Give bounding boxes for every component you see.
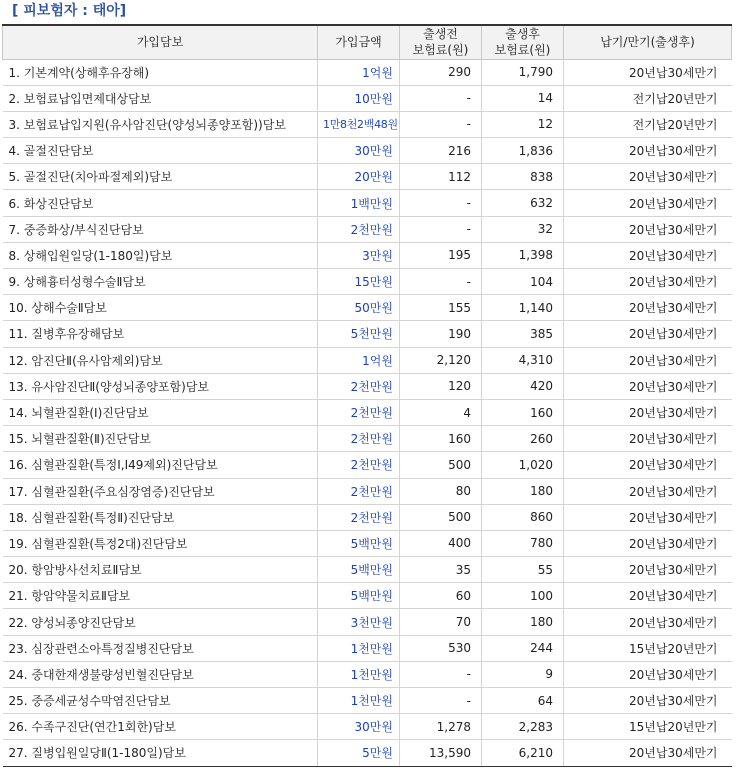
term-cell: 20년납30세만기: [564, 452, 732, 478]
table-row: [3, 269, 732, 295]
term-cell: 20년납30세만기: [564, 269, 732, 295]
coverage-name-cell: 26. 수족구진단(연간1회한)담보: [3, 714, 318, 740]
table-row: [3, 688, 732, 714]
term-cell: 15년납20년만기: [564, 635, 732, 661]
coverage-name-cell: 25. 중증세균성수막염진단담보: [3, 688, 318, 714]
table-row: [3, 452, 732, 478]
term-cell: 20년납30세만기: [564, 609, 732, 635]
term-cell: 20년납30세만기: [564, 504, 732, 530]
table-row: [3, 478, 732, 504]
premium-after-cell: 1,020: [482, 452, 564, 478]
table-row: [3, 557, 732, 583]
premium-before-cell: 35: [400, 557, 482, 583]
term-cell: 20년납30세만기: [564, 530, 732, 556]
premium-after-cell: 160: [482, 399, 564, 425]
header-premium-before-birth: [400, 25, 482, 59]
coverage-name-cell: 18. 심혈관질환(특정Ⅱ)진단담보: [3, 504, 318, 530]
coverage-name-cell: 1. 기본계약(상해후유장해): [3, 59, 318, 85]
premium-after-cell: 55: [482, 557, 564, 583]
coverage-table: [2, 24, 732, 767]
coverage-name-cell: 20. 항암방사선치료Ⅱ담보: [3, 557, 318, 583]
table-row: [3, 190, 732, 216]
premium-before-cell: 60: [400, 583, 482, 609]
term-cell: 15년납20년만기: [564, 714, 732, 740]
coverage-name-cell: 12. 암진단Ⅱ(유사암제외)담보: [3, 347, 318, 373]
term-cell: 20년납30세만기: [564, 688, 732, 714]
premium-after-cell: 385: [482, 321, 564, 347]
table-row: [3, 426, 732, 452]
coverage-name-cell: 8. 상해입원일당(1-180일)담보: [3, 242, 318, 268]
premium-before-cell: 112: [400, 164, 482, 190]
premium-after-cell: 32: [482, 216, 564, 242]
coverage-name-cell: 15. 뇌혈관질환(Ⅱ)진단담보: [3, 426, 318, 452]
premium-before-cell: -: [400, 190, 482, 216]
amount-cell: 1만8천2백48원: [318, 111, 400, 137]
premium-after-cell: 838: [482, 164, 564, 190]
table-row: [3, 164, 732, 190]
amount-cell: 1천만원: [318, 661, 400, 687]
table-row: [3, 714, 732, 740]
premium-before-cell: -: [400, 688, 482, 714]
table-row: [3, 740, 732, 766]
table-row: [3, 59, 732, 85]
term-cell: 20년납30세만기: [564, 399, 732, 425]
premium-after-cell: 780: [482, 530, 564, 556]
amount-cell: 2천만원: [318, 373, 400, 399]
coverage-name-cell: 16. 심혈관질환(특정Ⅰ,I49제외)진단담보: [3, 452, 318, 478]
amount-cell: 5천만원: [318, 321, 400, 347]
coverage-name-cell: 19. 심혈관질환(특정2대)진단담보: [3, 530, 318, 556]
table-row: [3, 399, 732, 425]
table-row: [3, 530, 732, 556]
premium-before-cell: 400: [400, 530, 482, 556]
table-row: [3, 347, 732, 373]
term-cell: 20년납30세만기: [564, 164, 732, 190]
term-cell: 20년납30세만기: [564, 216, 732, 242]
header-term: 납기/만기(출생후): [564, 25, 732, 59]
premium-before-cell: 80: [400, 478, 482, 504]
premium-before-cell: 160: [400, 426, 482, 452]
coverage-name-cell: 3. 보험료납입지원(유사암진단(양성뇌종양포함))담보: [3, 111, 318, 137]
table-row: [3, 609, 732, 635]
premium-after-cell: 1,398: [482, 242, 564, 268]
premium-after-cell: 1,836: [482, 138, 564, 164]
premium-after-cell: 244: [482, 635, 564, 661]
table-row: [3, 138, 732, 164]
table-row: [3, 504, 732, 530]
table-row: [3, 661, 732, 687]
amount-cell: 2천만원: [318, 478, 400, 504]
amount-cell: 2천만원: [318, 426, 400, 452]
coverage-name-cell: 21. 항암약물치료Ⅱ담보: [3, 583, 318, 609]
premium-before-cell: -: [400, 216, 482, 242]
amount-cell: 10만원: [318, 85, 400, 111]
term-cell: 20년납30세만기: [564, 347, 732, 373]
premium-after-cell: 4,310: [482, 347, 564, 373]
premium-after-cell: 860: [482, 504, 564, 530]
premium-before-cell: 4: [400, 399, 482, 425]
premium-after-cell: 420: [482, 373, 564, 399]
premium-before-cell: 2,120: [400, 347, 482, 373]
premium-before-cell: -: [400, 85, 482, 111]
coverage-name-cell: 9. 상해흉터성형수술Ⅱ담보: [3, 269, 318, 295]
coverage-name-cell: 24. 중대한재생불량성빈혈진단담보: [3, 661, 318, 687]
table-row: [3, 111, 732, 137]
amount-cell: 30만원: [318, 714, 400, 740]
premium-before-cell: 155: [400, 295, 482, 321]
premium-after-cell: 100: [482, 583, 564, 609]
premium-after-cell: 6,210: [482, 740, 564, 766]
premium-after-cell: 14: [482, 85, 564, 111]
premium-before-cell: 120: [400, 373, 482, 399]
amount-cell: 2천만원: [318, 504, 400, 530]
amount-cell: 2천만원: [318, 216, 400, 242]
coverage-name-cell: 17. 심혈관질환(주요심장염증)진단담보: [3, 478, 318, 504]
premium-before-cell: 13,590: [400, 740, 482, 766]
table-row: [3, 635, 732, 661]
amount-cell: 1천만원: [318, 635, 400, 661]
table-row: [3, 373, 732, 399]
premium-before-cell: 195: [400, 242, 482, 268]
coverage-name-cell: 10. 상해수술Ⅱ담보: [3, 295, 318, 321]
coverage-name-cell: 11. 질병후유장해담보: [3, 321, 318, 347]
header-coverage: 가입담보: [3, 25, 318, 59]
amount-cell: 15만원: [318, 269, 400, 295]
premium-after-cell: 9: [482, 661, 564, 687]
premium-after-cell: 1,790: [482, 59, 564, 85]
premium-after-cell: 180: [482, 478, 564, 504]
amount-cell: 50만원: [318, 295, 400, 321]
coverage-name-cell: 5. 골절진단(치아파절제외)담보: [3, 164, 318, 190]
coverage-name-cell: 22. 양성뇌종양진단담보: [3, 609, 318, 635]
premium-before-cell: 500: [400, 452, 482, 478]
term-cell: 20년납30세만기: [564, 557, 732, 583]
premium-after-cell: 260: [482, 426, 564, 452]
premium-after-cell: 2,283: [482, 714, 564, 740]
premium-before-cell: 290: [400, 59, 482, 85]
table-row: [3, 216, 732, 242]
coverage-name-cell: 13. 유사암진단Ⅱ(양성뇌종양포함)담보: [3, 373, 318, 399]
premium-before-cell: -: [400, 269, 482, 295]
table-row: [3, 295, 732, 321]
header-before-line1: 출생전: [423, 27, 458, 42]
term-cell: 20년납30세만기: [564, 321, 732, 347]
table-row: [3, 321, 732, 347]
amount-cell: 3만원: [318, 242, 400, 268]
coverage-name-cell: 2. 보험료납입면제대상담보: [3, 85, 318, 111]
amount-cell: 1백만원: [318, 190, 400, 216]
coverage-name-cell: 6. 화상진단담보: [3, 190, 318, 216]
amount-cell: 3천만원: [318, 609, 400, 635]
table-row: [3, 85, 732, 111]
term-cell: 20년납30세만기: [564, 295, 732, 321]
header-before-line2: 보험료(원): [412, 43, 469, 58]
amount-cell: 2천만원: [318, 399, 400, 425]
table-body: [3, 59, 732, 766]
table-row: [3, 242, 732, 268]
premium-before-cell: 70: [400, 609, 482, 635]
amount-cell: 1천만원: [318, 688, 400, 714]
term-cell: 20년납30세만기: [564, 478, 732, 504]
amount-cell: 5백만원: [318, 530, 400, 556]
premium-before-cell: 190: [400, 321, 482, 347]
premium-after-cell: 1,140: [482, 295, 564, 321]
header-after-line1: 출생후: [505, 27, 540, 42]
coverage-name-cell: 7. 중증화상/부식진단담보: [3, 216, 318, 242]
premium-before-cell: 530: [400, 635, 482, 661]
term-cell: 20년납30세만기: [564, 59, 732, 85]
amount-cell: 1억원: [318, 59, 400, 85]
term-cell: 전기납20년만기: [564, 111, 732, 137]
term-cell: 20년납30세만기: [564, 740, 732, 766]
term-cell: 20년납30세만기: [564, 138, 732, 164]
amount-cell: 20만원: [318, 164, 400, 190]
amount-cell: 5백만원: [318, 557, 400, 583]
amount-cell: 5만원: [318, 740, 400, 766]
term-cell: 20년납30세만기: [564, 661, 732, 687]
header-after-line2: 보험료(원): [494, 43, 551, 58]
premium-before-cell: 1,278: [400, 714, 482, 740]
amount-cell: 5백만원: [318, 583, 400, 609]
coverage-name-cell: 4. 골절진단담보: [3, 138, 318, 164]
premium-after-cell: 632: [482, 190, 564, 216]
amount-cell: 1억원: [318, 347, 400, 373]
coverage-name-cell: 27. 질병입원일당Ⅱ(1-180일)담보: [3, 740, 318, 766]
premium-before-cell: -: [400, 661, 482, 687]
premium-before-cell: -: [400, 111, 482, 137]
premium-before-cell: 216: [400, 138, 482, 164]
term-cell: 20년납30세만기: [564, 583, 732, 609]
premium-after-cell: 104: [482, 269, 564, 295]
coverage-name-cell: 14. 뇌혈관질환(Ⅰ)진단담보: [3, 399, 318, 425]
section-title: [ 피보험자 : 태아]: [12, 3, 127, 19]
term-cell: 20년납30세만기: [564, 190, 732, 216]
premium-after-cell: 12: [482, 111, 564, 137]
table-header: [3, 25, 732, 59]
header-premium-after-birth: [482, 25, 564, 59]
header-amount: 가입금액: [318, 25, 400, 59]
term-cell: 20년납30세만기: [564, 426, 732, 452]
premium-after-cell: 64: [482, 688, 564, 714]
premium-after-cell: 180: [482, 609, 564, 635]
amount-cell: 2천만원: [318, 452, 400, 478]
term-cell: 전기납20년만기: [564, 85, 732, 111]
table-row: [3, 583, 732, 609]
amount-cell: 30만원: [318, 138, 400, 164]
term-cell: 20년납30세만기: [564, 242, 732, 268]
coverage-name-cell: 23. 심장관련소아특정질병진단담보: [3, 635, 318, 661]
premium-before-cell: 500: [400, 504, 482, 530]
term-cell: 20년납30세만기: [564, 373, 732, 399]
